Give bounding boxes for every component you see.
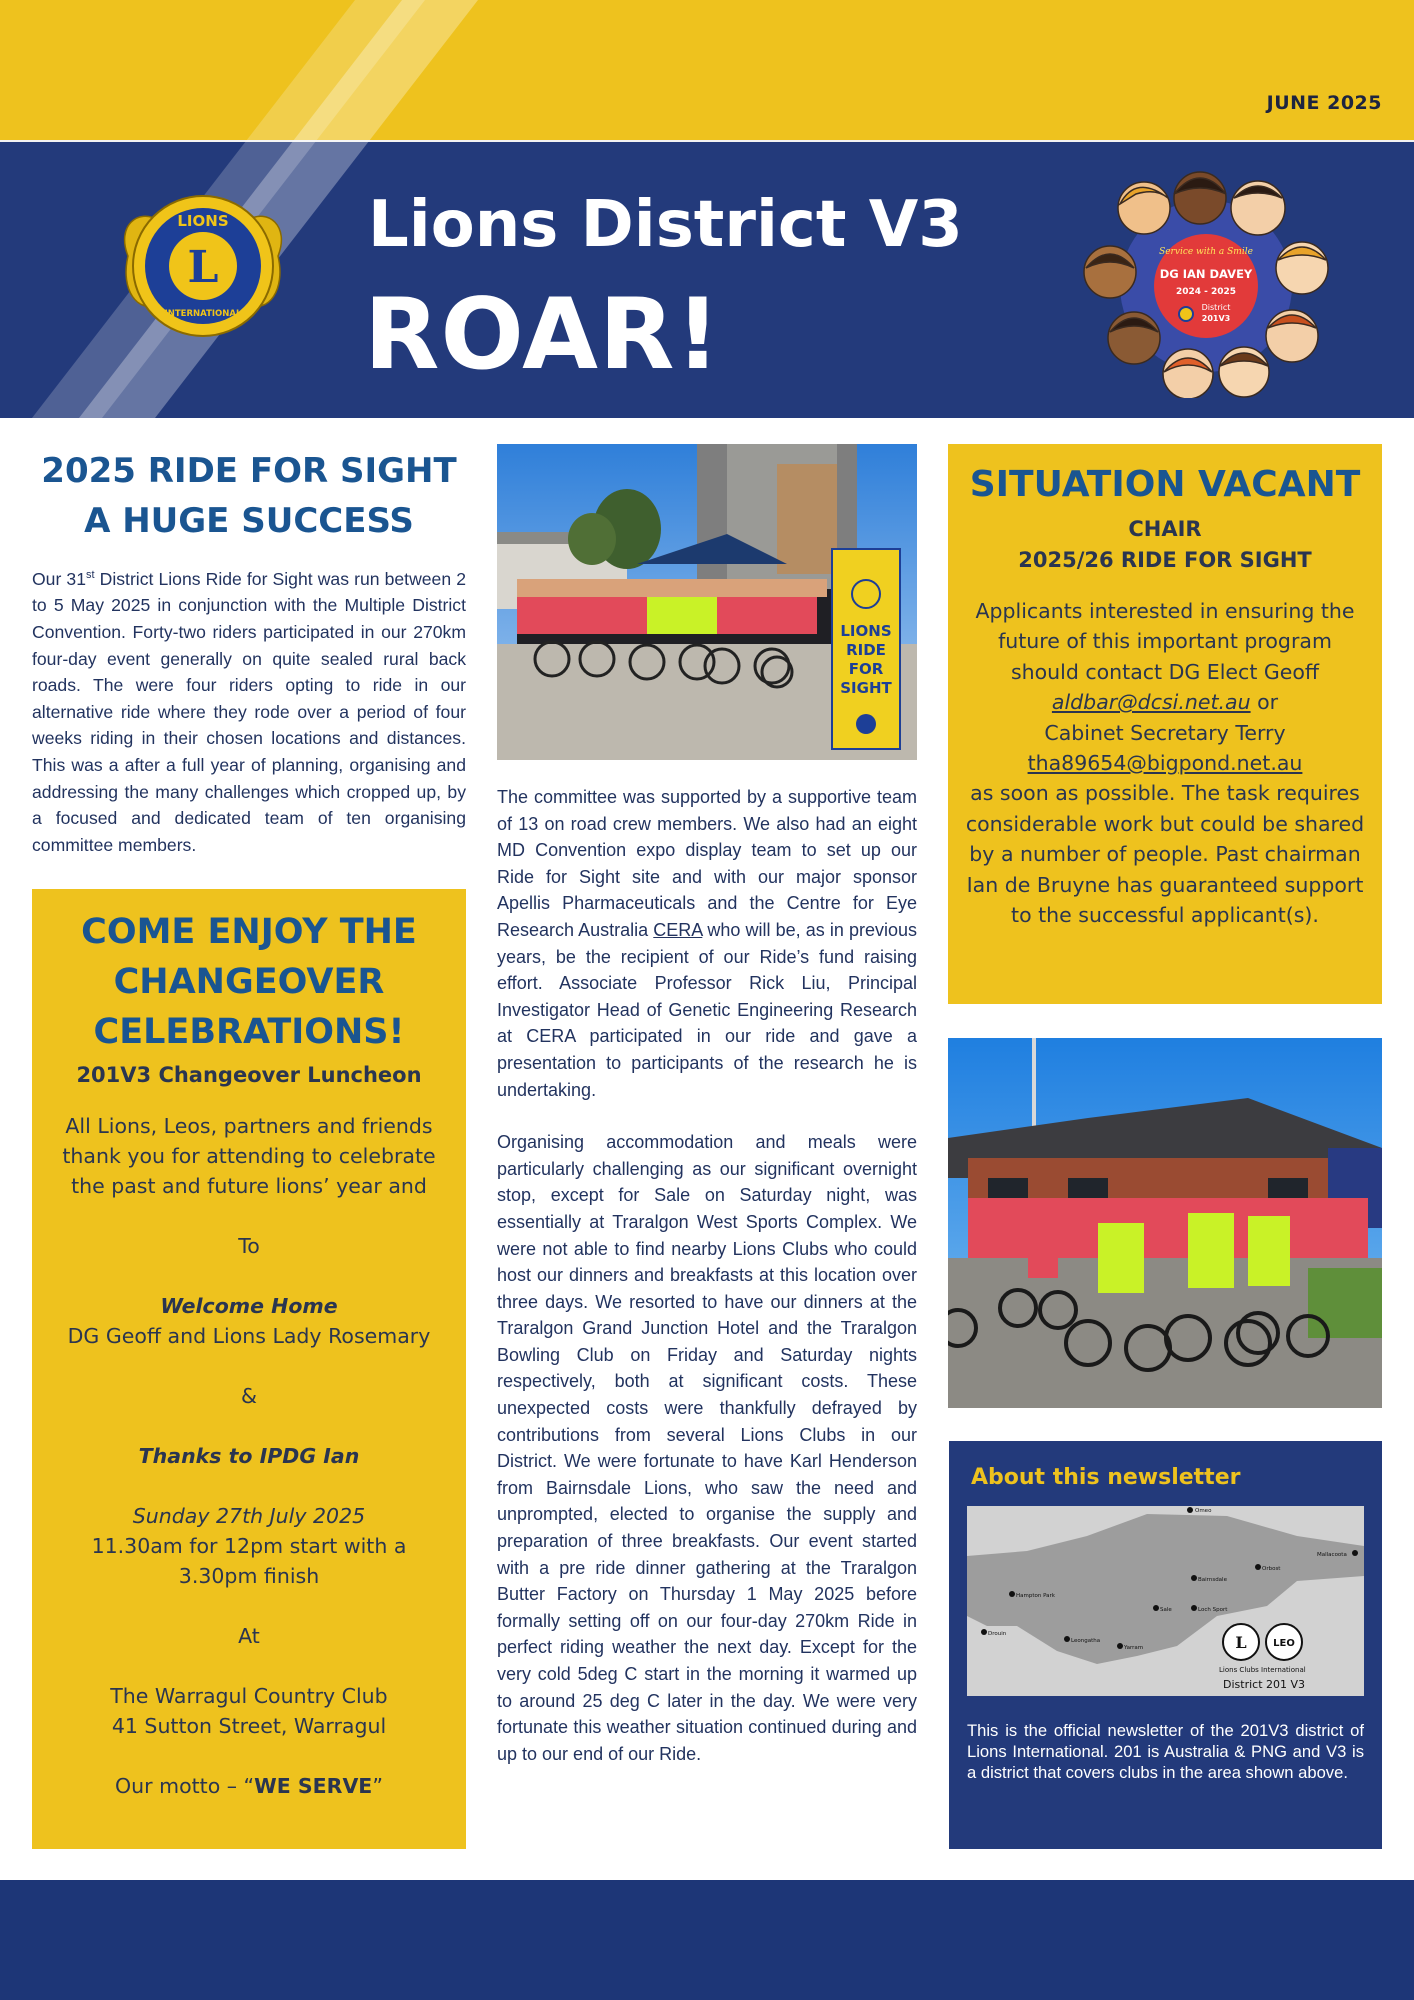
about-newsletter-box xyxy=(949,1441,1382,1849)
banner-line2: RIDE xyxy=(846,641,886,659)
accommodation-paragraph: Organising accommodation and meals were particularly challenging as our significant overnight stop, except for Sale on Saturday night, was essentially at Traralgon West Sports Complex. We were not able to find nearby Lions Clubs who could host our dinners and breakfasts at this location over three days. We resorted to have our dinners at the Traralgon Grand Junction Hotel and the Traralgon Bowling Club on Friday and Saturday nights respectively, both at significant costs. These unexpected costs were thankfully defrayed by contributions from several Lions Clubs in our District. We were fortunate to have Karl Henderson from Bairnsdale Lions, who saw the need and unprompted, elected to organise the supply and preparation of three breakfasts. Our event started with a pre ride dinner gathering at the Traralgon Butter Factory on Thursday 1 May 2025 before formally setting off on our four-day 270km Ride in perfect riding weather the next day. Except for the very cold 5deg C start in the morning it warmed up to around 25 deg C later in the day. We were very fortunate this weather situation continued during and up to our end of our Ride. xyxy=(497,1132,917,1764)
venue-address: 41 Sutton Street, Warragul xyxy=(111,1714,387,1738)
thanks-text: Thanks to IPDG Ian xyxy=(138,1444,360,1468)
town-omeo: Omeo xyxy=(1195,1508,1212,1514)
town-mallacoota: Mallacoota xyxy=(1317,1552,1347,1558)
at-text: At xyxy=(238,1624,260,1648)
ride-heading xyxy=(32,446,466,546)
ride-heading-line1: 2025 RIDE FOR SIGHT xyxy=(41,451,457,491)
ride-group-photo xyxy=(497,444,917,760)
vacant-heading: SITUATION VACANT xyxy=(969,464,1361,505)
issue-date: JUNE 2025 xyxy=(1266,92,1382,114)
leo-logo-text: LEO xyxy=(1273,1638,1295,1649)
badge-years: 2024 - 2025 xyxy=(1175,287,1237,297)
banner-line1: LIONS xyxy=(840,622,892,640)
situation-vacant-box xyxy=(948,444,1382,1004)
middle-column xyxy=(497,444,917,1767)
banner-line3: FOR xyxy=(848,660,884,678)
badge-arc-text: Service with a Smile xyxy=(1159,247,1253,257)
changeover-heading: COME ENJOY THE CHANGEOVER CELEBRATIONS! xyxy=(81,912,417,1052)
top-banner xyxy=(0,0,1414,140)
vacant-text: Applicants interested in ensuring the future of this important program should contact DG Elect Geoff aldbar@dcsi.net.au or Cabinet Secretary Terry tha89654@bigpond.net.au as soon as possible. The task requires considerable work but could be shared by a number of people. Past chairman Ian de Bruyne has guaranteed support to the successful applicant(s). xyxy=(965,599,1365,928)
town-hampton-park: Hampton Park xyxy=(1016,1593,1055,1599)
cera-link[interactable]: CERA xyxy=(653,919,703,940)
support-paragraph: The committee was supported by a supportive team of 13 on road crew members. We also had an eight MD Convention expo display team to set up our Ride for Sight site and with our major sponsor Apellis Pharmaceuticals and the Centre for Eye Research Australia CERA who will be, as in previous years, be the recipient of our Ride’s fund raising effort. Associate Professor Rick Liu, Principal Investigator Head of Genetic Engineering Research at CERA participated in our ride and gave a presentation to participants of the research he is undertaking. xyxy=(497,787,917,1100)
footer-band xyxy=(0,1880,1414,2000)
changeover-box xyxy=(32,889,466,1849)
masthead-title: Lions District V3 xyxy=(368,188,963,262)
badge-code: 201V3 xyxy=(1201,314,1231,323)
cyclists-photo xyxy=(948,1038,1382,1408)
svg-text:L: L xyxy=(1235,1633,1247,1652)
town-loch-sport: Loch Sport xyxy=(1198,1607,1228,1613)
map-caption-org: Lions Clubs International xyxy=(1219,1666,1306,1674)
logo-top-text: LIONS xyxy=(177,212,229,230)
badge-district: District xyxy=(1201,303,1231,312)
dg-badge-icon xyxy=(1076,168,1336,398)
town-orbost: Orbost xyxy=(1262,1566,1281,1572)
venue-name: The Warragul Country Club xyxy=(110,1684,388,1708)
banner-line4: SIGHT xyxy=(840,679,892,697)
motto-text: Our motto – “WE SERVE” xyxy=(115,1774,383,1798)
town-sale: Sale xyxy=(1160,1607,1172,1613)
lions-logo-icon xyxy=(118,186,288,346)
town-bairnsdale: Bairnsdale xyxy=(1198,1577,1227,1583)
ampersand-text: & xyxy=(241,1384,257,1408)
ride-heading-line2: A HUGE SUCCESS xyxy=(84,501,414,541)
logo-center-letter: L xyxy=(187,242,219,293)
ride-article xyxy=(32,446,466,858)
event-date: Sunday 27th July 2025 xyxy=(132,1504,366,1528)
district-map-icon xyxy=(967,1506,1364,1696)
ride-paragraph: Our 31st District Lions Ride for Sight was run between 2 to 5 May 2025 in conjunction with the Multiple District Convention. Forty-two riders participated in our 270km four-day event generally on quite sealed rural back roads. The were four riders opting to ride in our alternative ride where they rode over a period of four weeks riding in their chosen locations and distances. This was a after a full year of planning, organising and addressing the many challenges which cropped up, by a focused and dedicated team of ten organising committee members. xyxy=(32,568,467,855)
badge-name: DG IAN DAVEY xyxy=(1159,267,1253,281)
email-link-geoff[interactable]: aldbar@dcsi.net.au xyxy=(1051,690,1251,715)
event-time: 11.30am for 12pm start with a 3.30pm finish xyxy=(91,1534,407,1588)
welcome-names: DG Geoff and Lions Lady Rosemary xyxy=(67,1324,431,1348)
about-heading: About this newsletter xyxy=(971,1465,1241,1490)
logo-bottom-text: INTERNATIONAL xyxy=(164,309,242,319)
welcome-text: Welcome Home xyxy=(160,1294,338,1318)
masthead-roar: ROAR! xyxy=(364,278,722,392)
email-link-terry[interactable]: tha89654@bigpond.net.au xyxy=(1027,751,1303,776)
map-caption-district: District 201 V3 xyxy=(1223,1678,1306,1691)
luncheon-title: 201V3 Changeover Luncheon xyxy=(76,1063,422,1087)
to-text: To xyxy=(238,1234,260,1258)
vacant-subheading: CHAIR 2025/26 RIDE FOR SIGHT xyxy=(1018,517,1312,572)
town-leongatha: Leongatha xyxy=(1071,1638,1101,1644)
town-drouin: Drouin xyxy=(988,1631,1007,1637)
town-yarram: Yarram xyxy=(1124,1645,1144,1651)
about-text: This is the official newsletter of the 201V3 district of Lions International. 201 is Australia & PNG and V3 is a district that covers clubs in the area shown above. xyxy=(967,1721,1364,1782)
invite-text: All Lions, Leos, partners and friends thank you for attending to celebrate the past and future lions’ year and xyxy=(62,1114,436,1198)
